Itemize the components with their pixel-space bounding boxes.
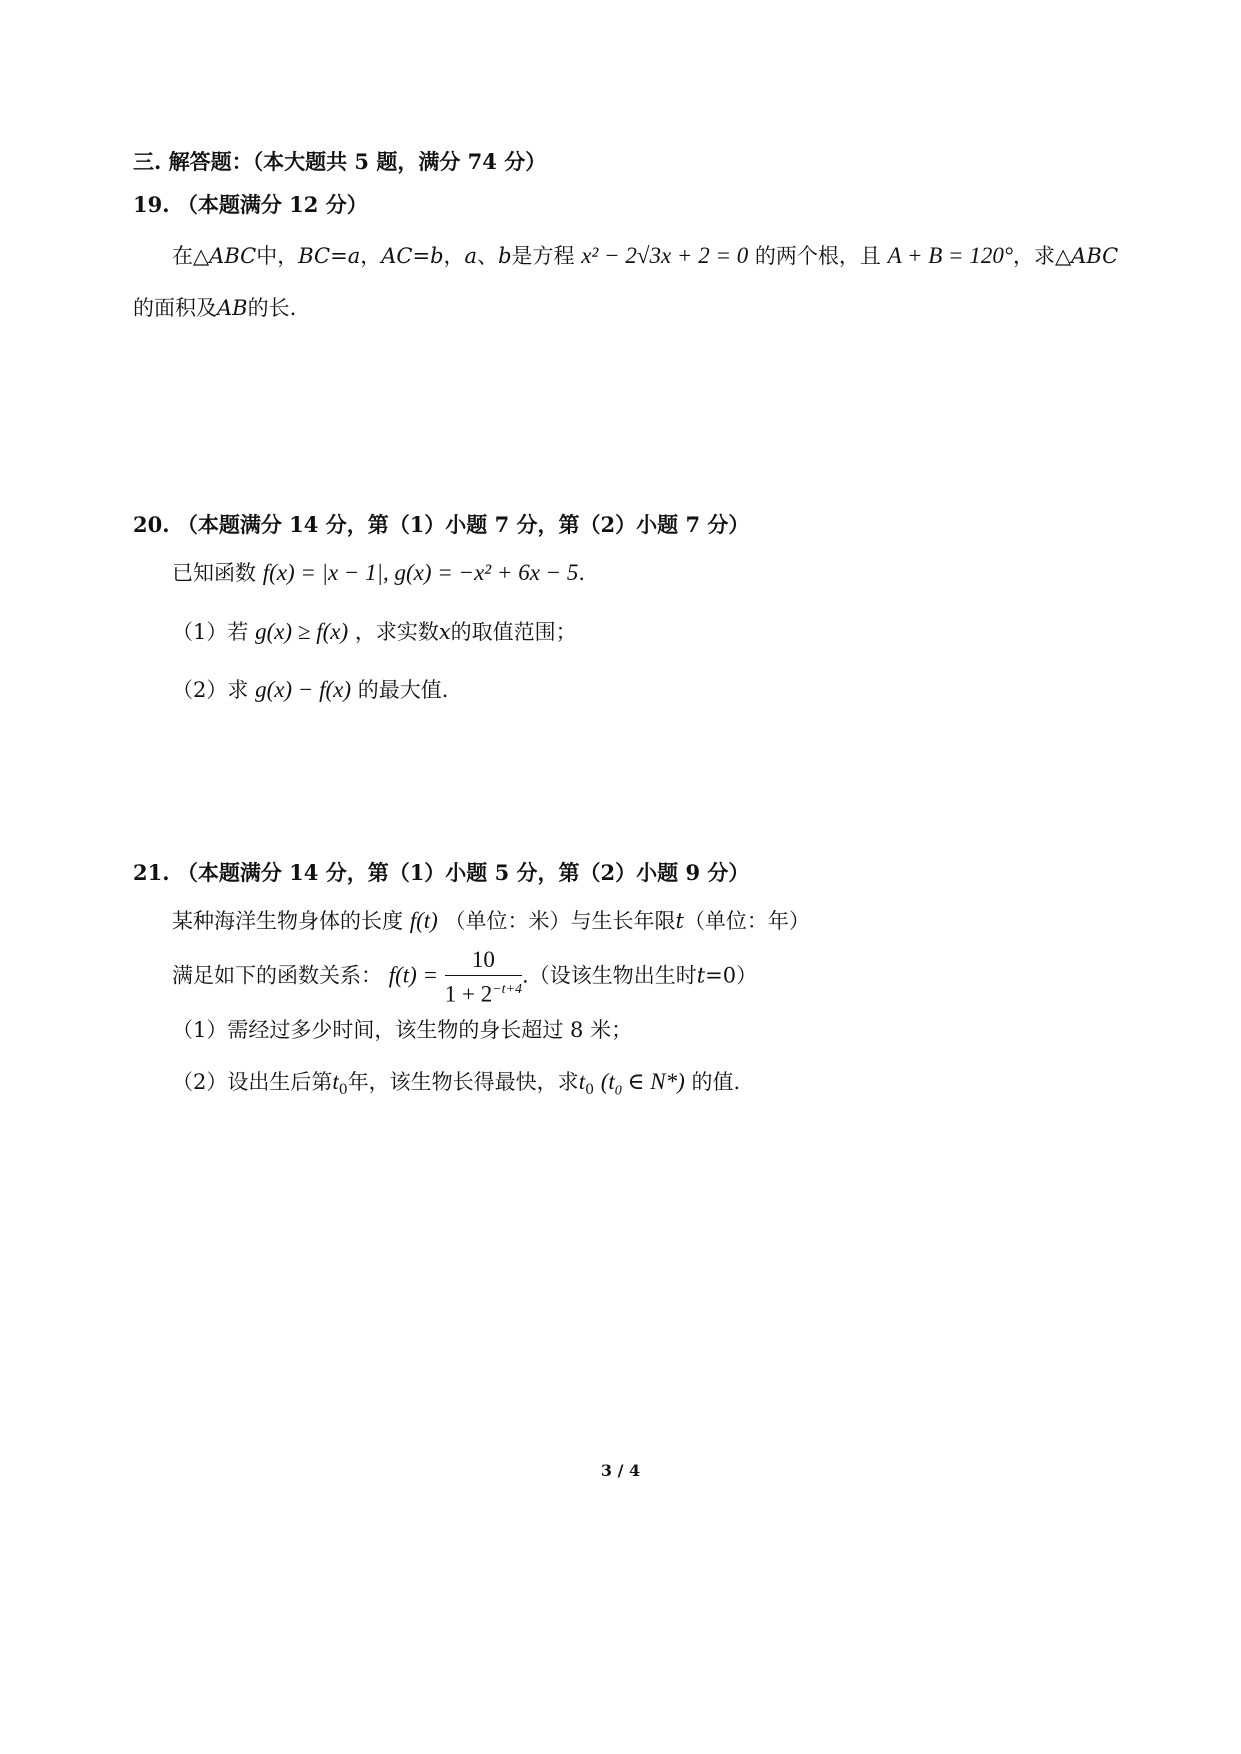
text: 、 xyxy=(477,244,499,268)
text: = xyxy=(412,244,431,268)
var-b: b xyxy=(498,244,512,268)
text: 中， xyxy=(256,244,299,268)
text: 某种海洋生物身体的长度 xyxy=(172,909,403,933)
var-abc: ABC xyxy=(1071,244,1119,268)
text: ∈ N*) xyxy=(621,1069,685,1094)
text: 在△ xyxy=(172,244,210,268)
var-ac: AC xyxy=(381,244,413,268)
q21-part2 xyxy=(172,1066,740,1100)
page-number: 3 / 4 xyxy=(600,1461,641,1480)
text: ，求实数 xyxy=(354,620,439,644)
section-title: 三. 解答题：（本大题共 5 题，满分 74 分） xyxy=(133,149,547,174)
text: =0） xyxy=(705,963,758,988)
q20-part1 xyxy=(172,616,577,646)
text: 是方程 xyxy=(511,244,575,268)
q19-line2 xyxy=(133,292,296,322)
text: （1）若 xyxy=(172,620,249,644)
exponent: −t+4 xyxy=(492,982,523,997)
text: (t xyxy=(600,1069,615,1094)
subscript: 0 xyxy=(585,1082,594,1099)
text: ， xyxy=(360,244,382,268)
q21-line1 xyxy=(172,905,810,935)
var-a: a xyxy=(347,244,361,268)
text: = xyxy=(330,244,348,268)
text: （单位：年） xyxy=(683,909,810,933)
q21-part1: （1）需经过多少时间，该生物的身长超过 8 米； xyxy=(172,1018,633,1042)
text: 满足如下的函数关系： xyxy=(172,963,382,988)
q21-heading: 21. （本题满分 14 分，第（1）小题 5 分，第（2）小题 9 分） xyxy=(133,860,750,885)
q20-heading: 20. （本题满分 14 分，第（1）小题 7 分，第（2）小题 7 分） xyxy=(133,512,750,537)
text: 已知函数 xyxy=(172,561,256,585)
q20-part2 xyxy=(172,674,448,704)
text: 的最大值. xyxy=(357,678,449,702)
text: （2）设出生后第 xyxy=(172,1070,333,1094)
text: ， xyxy=(443,244,465,268)
text: （2）求 xyxy=(172,678,249,702)
text: 1 + 2 xyxy=(444,981,493,1007)
subscript: 0 xyxy=(614,1083,622,1099)
angle-condition: A + B = 120° xyxy=(887,243,1014,268)
q20-intro xyxy=(172,557,585,587)
fraction xyxy=(445,945,522,1009)
var-a: a xyxy=(464,244,478,268)
text: .（设该生物出生时 xyxy=(522,963,697,988)
var-t: t xyxy=(675,909,684,933)
function-f-t: f(t) xyxy=(409,908,438,933)
text: （单位：米）与生长年限 xyxy=(444,909,676,933)
var-abc: ABC xyxy=(209,244,257,268)
var-t: t xyxy=(696,963,706,988)
var-bc: BC xyxy=(298,244,331,268)
text: 年，该生物长得最快，求 xyxy=(347,1070,579,1094)
text: 的值. xyxy=(691,1070,741,1094)
domain-condition xyxy=(600,1069,685,1099)
denominator xyxy=(445,976,522,1009)
function-f-t: f(t) = xyxy=(388,962,439,988)
function-definition: f(x) = |x − 1|, g(x) = −x² + 6x − 5 xyxy=(262,560,579,585)
numerator: 10 xyxy=(445,945,522,976)
var-t0: t xyxy=(332,1069,339,1094)
q21-line2 xyxy=(172,945,757,1009)
var-ab: AB xyxy=(217,296,248,320)
text: 的面积及 xyxy=(133,296,217,320)
var-t0: t xyxy=(578,1069,586,1094)
var-b: b xyxy=(430,244,444,268)
text: . xyxy=(578,561,586,585)
text: ，求△ xyxy=(1013,244,1072,268)
q19-heading: 19. （本题满分 12 分） xyxy=(133,192,368,217)
difference-expression: g(x) − f(x) xyxy=(255,677,352,702)
text: 的取值范围； xyxy=(450,620,577,644)
q19-line1 xyxy=(172,240,1118,270)
quadratic-equation: x² − 2√3x + 2 = 0 xyxy=(581,243,749,268)
inequality: g(x) ≥ f(x) xyxy=(255,619,349,644)
var-x: x xyxy=(438,620,451,644)
text: 的两个根，且 xyxy=(754,244,881,268)
subscript: 0 xyxy=(338,1082,348,1099)
text: 的长. xyxy=(247,296,297,320)
